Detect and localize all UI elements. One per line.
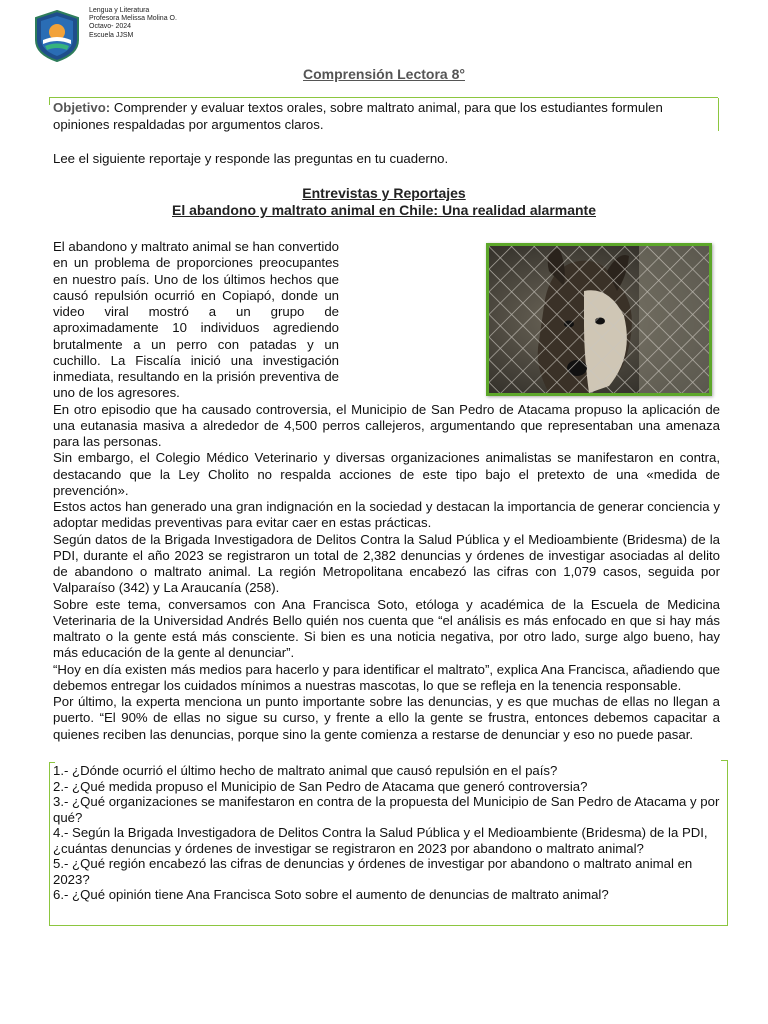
header-grade: Octavo- 2024: [89, 23, 132, 31]
objective-block: [53, 100, 721, 133]
question-item: 4.- Según la Brigada Investigadora de Delitos Contra la Salud Pública y el Medioambiente (Bridesma) de la PDI, ¿cuántas denuncias y órdenes de investigar se registraron en 2023 por abandono o maltrato animal?: [53, 825, 708, 856]
article-paragraph: El abandono y maltrato animal se han convertido en un problema de proporciones preocupantes en nuestro país. Uno de los últimos hechos que causó repulsión ocurrió en Copiapó, donde un video viral mostró a un grupo de aproximadamente 10 individuos agrediendo brutalmente a un perro con patadas y un cuchillo. La Fiscalía inició una investigación inmediata, resultando en la prisión preventiva de uno de los agresores.: [53, 239, 339, 401]
page-title: Comprensión Lectora 8°: [303, 66, 465, 82]
header-school: Escuela JJSM: [89, 31, 134, 39]
questions-border-right: [727, 760, 728, 926]
question-item: 5.- ¿Qué región encabezó las cifras de denuncias y órdenes de investigar por abandono o maltrato animal en 2023?: [53, 856, 693, 887]
article-paragraph: “Hoy en día existen más medios para hacerlo y para identificar el maltrato”, explica Ana Francisca, añadiendo que debemos entregar los cuidados mínimos a nuestras mascotas, lo que se refleja en la tenencia responsable.: [53, 661, 720, 693]
section-heading: Entrevistas y Reportajes: [302, 185, 466, 201]
objective-text: Comprender y evaluar textos orales, sobre maltrato animal, para que los estudiantes formulen opiniones respaldadas por argumentos claros.: [53, 100, 663, 132]
article-paragraph: Sobre este tema, conversamos con Ana Francisca Soto, etóloga y académica de la Escuela de Medicina Veterinaria de la Universidad Andrés Bello quién nos cuenta que “el análisis es más enfocado en que si hay más maltrato o la gente está más consciente. Si bien es una noticia negativa, por otro lado, surge algo bueno, hay más educación de la gente al denunciar”.: [53, 596, 720, 661]
objective-border-top: [49, 97, 718, 98]
objective-label: Objetivo:: [53, 100, 111, 115]
question-item: 2.- ¿Qué medida propuso el Municipio de San Pedro de Atacama que generó controversia?: [53, 778, 588, 794]
questions-border-bottom: [49, 925, 728, 926]
header-teacher: Profesora Melissa Molina O.: [89, 15, 177, 23]
header-info: [89, 7, 177, 40]
objective-border-left: [49, 97, 50, 105]
article-paragraph: Estos actos han generado una gran indignación en la sociedad y destacan la importancia de generar conciencia y adoptar medidas preventivas para evitar caer en estas prácticas.: [53, 499, 720, 531]
school-logo: [33, 10, 81, 62]
article-paragraph: Por último, la experta menciona un punto importante sobre las denuncias, y es que muchas de ellas no llegan a puerto. “El 90% de ellas no sigue su curso, y frente a ello la gente se frustra, entonces debemos capacitar a quienes reciben las denuncias, porque sino la gente comienza a restarse de denunciar y eso no puede pasar.: [53, 694, 720, 742]
section-subheading: El abandono y maltrato animal en Chile: Una realidad alarmante: [172, 202, 596, 218]
article-paragraph: Sin embargo, el Colegio Médico Veterinario y diversas organizaciones animalistas se manifestaron en contra, destacando que la Ley Cholito no respalda acciones de este tipo bajo el pretexto de una «medida de prevención».: [53, 450, 720, 498]
instruction-text: Lee el siguiente reportaje y responde las preguntas en tu cuaderno.: [53, 151, 449, 166]
section-heading-block: [0, 185, 768, 219]
header-subject: Lengua y Literatura: [89, 7, 150, 14]
article-body: [53, 239, 720, 743]
question-item: 6.- ¿Qué opinión tiene Ana Francisca Soto sobre el aumento de denuncias de maltrato animal?: [53, 887, 609, 902]
question-item: 3.- ¿Qué organizaciones se manifestaron en contra de la propuesta del Municipio de San Pedro de Atacama y por qué?: [53, 794, 720, 825]
question-item: 1.- ¿Dónde ocurrió el último hecho de maltrato animal que causó repulsión en el país?: [53, 763, 558, 778]
article-paragraph: En otro episodio que ha causado controversia, el Municipio de San Pedro de Atacama propuso la aplicación de una eutanasia masiva a alrededor de 4,500 perros callejeros, argumentando que representaban una amenaza para las personas.: [53, 401, 720, 449]
photo-float-spacer: [314, 239, 724, 389]
questions-list: [53, 763, 720, 903]
article-paragraph: Según datos de la Brigada Investigadora de Delitos Contra la Salud Pública y el Medioambiente (Bridesma) de la PDI, durante el año 2023 se registraron un total de 2,382 denuncias y órdenes de investigar asociadas al delito de abandono o maltrato animal. La región Metropolitana encabezó las cifras con 1,079 casos, seguida por Valparaíso (342) y La Araucanía (258).: [53, 531, 720, 596]
questions-border-left: [49, 762, 50, 925]
questions-border-top-right: [721, 760, 727, 761]
